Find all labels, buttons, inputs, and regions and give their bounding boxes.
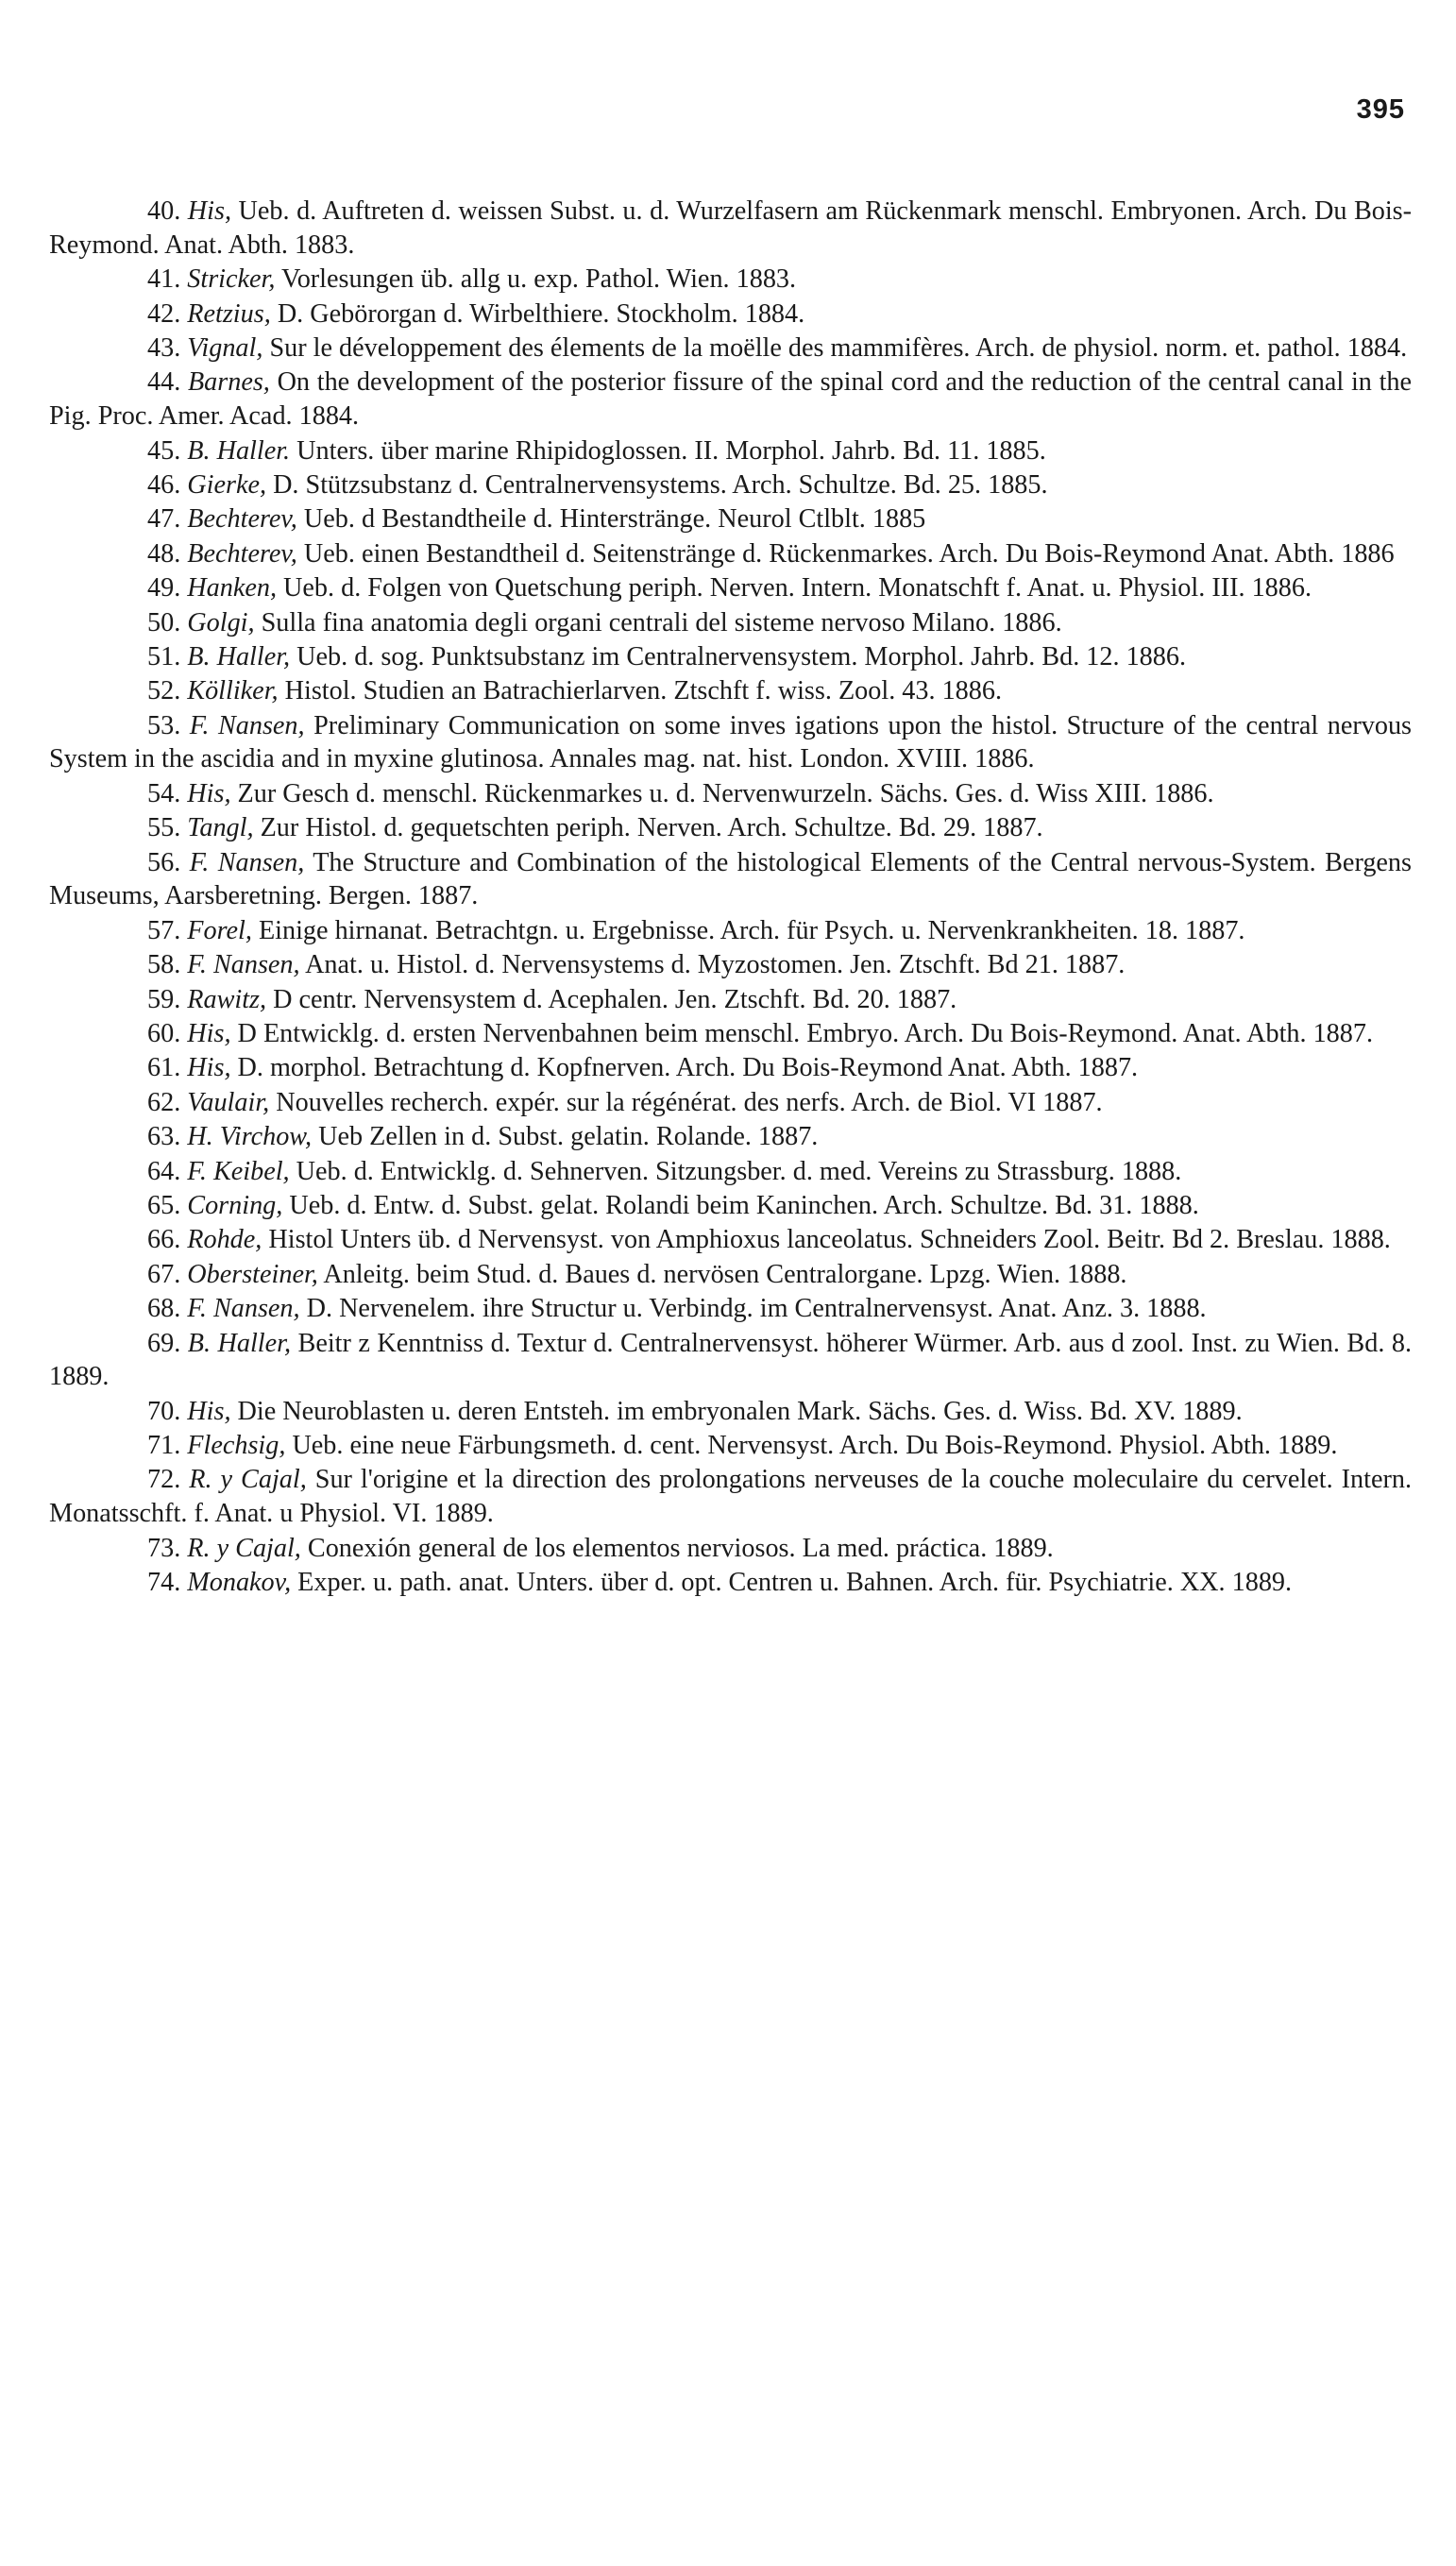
reference-text: Ueb. d Bestandtheile d. Hinterstränge. Neurol Ctlblt. 1885 bbox=[303, 504, 926, 535]
reference-item bbox=[49, 1189, 1412, 1223]
reference-item bbox=[49, 948, 1412, 982]
reference-author: B. Haller. bbox=[187, 435, 291, 466]
reference-item bbox=[49, 1327, 1412, 1395]
reference-number: 51. bbox=[147, 641, 181, 671]
reference-text: Ueb. d. Entwicklg. d. Sehnerven. Sitzungsber. d. med. Vereins zu Strassburg. 1888. bbox=[296, 1156, 1182, 1186]
reference-number: 67. bbox=[147, 1259, 181, 1289]
reference-number: 71. bbox=[147, 1431, 181, 1461]
reference-item bbox=[49, 1566, 1412, 1600]
reference-author: F. Nansen, bbox=[189, 847, 305, 877]
reference-author: Bechterev, bbox=[187, 504, 297, 535]
reference-text: Sulla fina anatomia degli organi centrali del sisteme nervoso Milano. 1886. bbox=[261, 607, 1062, 637]
reference-number: 55. bbox=[147, 813, 181, 843]
reference-text: Beitr z Kenntniss d. Textur d. Centralnervensyst. höherer Würmer. Arb. aus d zool. Inst. zu Wien. Bd. 8. 1889. bbox=[49, 1328, 1413, 1392]
reference-item bbox=[49, 1086, 1412, 1120]
reference-text: On the development of the posterior fissure of the spinal cord and the reduction of the central canal in the Pig. Proc. Amer. Acad. 1884. bbox=[49, 367, 1413, 432]
reference-author: Gierke, bbox=[187, 469, 267, 500]
reference-item bbox=[49, 709, 1412, 777]
reference-item bbox=[49, 846, 1412, 914]
reference-number: 69. bbox=[147, 1328, 181, 1358]
reference-item bbox=[49, 914, 1412, 948]
reference-text: Histol Unters üb. d Nervensyst. von Amphioxus lanceolatus. Schneiders Zool. Beitr. Bd 2. Breslau. 1888. bbox=[268, 1225, 1391, 1255]
reference-text: Ueb. d. sog. Punktsubstanz im Centralnervensystem. Morphol. Jahrb. Bd. 12. 1886. bbox=[296, 641, 1187, 671]
reference-item bbox=[49, 777, 1412, 811]
reference-author: Forel, bbox=[187, 915, 252, 945]
reference-number: 54. bbox=[147, 778, 181, 808]
reference-text: Ueb. d. Entw. d. Subst. gelat. Rolandi beim Kaninchen. Arch. Schultze. Bd. 31. 1888. bbox=[289, 1190, 1199, 1220]
reference-number: 61. bbox=[147, 1053, 181, 1083]
reference-text: Ueb. d. Auftreten d. weissen Subst. u. d. Wurzelfasern am Rückenmark menschl. Embryonen. Arch. Du Bois-Reymond. Anat. Abth. 1883. bbox=[49, 196, 1413, 260]
reference-author: His, bbox=[187, 196, 231, 226]
reference-number: 47. bbox=[147, 504, 181, 535]
reference-item bbox=[49, 1292, 1412, 1326]
reference-item bbox=[49, 1395, 1412, 1429]
reference-author: Barnes, bbox=[187, 367, 270, 398]
reference-text: Sur le développement des élements de la moëlle des mammifères. Arch. de physiol. norm. et. pathol. 1884. bbox=[269, 332, 1408, 363]
reference-author: Corning, bbox=[187, 1190, 283, 1220]
reference-author: Bechterev, bbox=[187, 538, 297, 569]
reference-author: R. y Cajal, bbox=[189, 1465, 307, 1495]
reference-number: 74. bbox=[147, 1568, 181, 1598]
reference-author: F. Keibel, bbox=[187, 1156, 290, 1186]
reference-number: 50. bbox=[147, 607, 181, 637]
reference-text: Preliminary Communication on some inves igations upon the histol. Structure of the central nervous System in the ascidia and in myxine glutinosa. Annales mag. nat. hist. London. XVIII. 1886. bbox=[49, 710, 1413, 774]
reference-author: Tangl, bbox=[187, 813, 254, 843]
reference-text: Ueb. d. Folgen von Quetschung periph. Nerven. Intern. Monatschft f. Anat. u. Physiol. III. 1886. bbox=[283, 573, 1312, 603]
reference-item bbox=[49, 571, 1412, 605]
reference-number: 41. bbox=[147, 264, 181, 295]
reference-text: D. Nervenelem. ihre Structur u. Verbindg. im Centralnervensyst. Anat. Anz. 3. 1888. bbox=[306, 1294, 1207, 1324]
reference-number: 49. bbox=[147, 573, 181, 603]
reference-item bbox=[49, 195, 1412, 263]
reference-number: 63. bbox=[147, 1122, 181, 1152]
reference-number: 68. bbox=[147, 1294, 181, 1324]
reference-item bbox=[49, 1120, 1412, 1154]
reference-number: 43. bbox=[147, 332, 181, 363]
reference-item bbox=[49, 811, 1412, 845]
reference-author: B. Haller, bbox=[187, 1328, 292, 1358]
reference-number: 66. bbox=[147, 1225, 181, 1255]
reference-text: Ueb. eine neue Färbungsmeth. d. cent. Nervensyst. Arch. Du Bois-Reymond. Physiol. Abth. 1889. bbox=[292, 1431, 1338, 1461]
reference-item bbox=[49, 537, 1412, 571]
reference-text: Zur Histol. d. gequetschten periph. Nerven. Arch. Schultze. Bd. 29. 1887. bbox=[260, 813, 1043, 843]
reference-item bbox=[49, 674, 1412, 708]
reference-number: 42. bbox=[147, 298, 181, 329]
reference-author: Rohde, bbox=[187, 1225, 262, 1255]
reference-author: Vaulair, bbox=[187, 1087, 270, 1117]
reference-item bbox=[49, 263, 1412, 297]
reference-item bbox=[49, 1463, 1412, 1531]
reference-item bbox=[49, 1017, 1412, 1051]
reference-number: 48. bbox=[147, 538, 181, 569]
reference-item bbox=[49, 502, 1412, 536]
reference-text: D. Gebörorgan d. Wirbelthiere. Stockholm. 1884. bbox=[277, 298, 805, 329]
reference-number: 53. bbox=[147, 710, 181, 740]
reference-text: Ueb Zellen in d. Subst. gelatin. Rolande. 1887. bbox=[318, 1122, 819, 1152]
reference-item bbox=[49, 297, 1412, 331]
reference-text: D. morphol. Betrachtung d. Kopfnerven. Arch. Du Bois-Reymond Anat. Abth. 1887. bbox=[237, 1053, 1139, 1083]
reference-item bbox=[49, 1429, 1412, 1463]
reference-number: 58. bbox=[147, 950, 181, 980]
reference-number: 52. bbox=[147, 676, 181, 706]
reference-author: Monakov, bbox=[187, 1568, 292, 1598]
reference-author: F. Nansen, bbox=[187, 1294, 300, 1324]
reference-text: D centr. Nervensystem d. Acephalen. Jen. Ztschft. Bd. 20. 1887. bbox=[273, 984, 957, 1014]
reference-author: Hanken, bbox=[187, 573, 277, 603]
reference-text: Exper. u. path. anat. Unters. über d. opt. Centren u. Bahnen. Arch. für. Psychiatrie. XX. 1889. bbox=[297, 1568, 1293, 1598]
reference-item bbox=[49, 1258, 1412, 1292]
reference-item bbox=[49, 434, 1412, 468]
reference-text: D Entwicklg. d. ersten Nervenbahnen beim menschl. Embryo. Arch. Du Bois-Reymond. Anat. Abth. 1887. bbox=[237, 1019, 1374, 1048]
reference-text: Vorlesungen üb. allg u. exp. Pathol. Wien. 1883. bbox=[280, 264, 797, 295]
reference-author: F. Nansen, bbox=[187, 950, 300, 980]
reference-text: Unters. über marine Rhipidoglossen. II. Morphol. Jahrb. Bd. 11. 1885. bbox=[296, 435, 1046, 466]
reference-author: Vignal, bbox=[187, 332, 263, 363]
reference-text: D. Stützsubstanz d. Centralnervensystems. Arch. Schultze. Bd. 25. 1885. bbox=[273, 469, 1048, 500]
reference-text: Die Neuroblasten u. deren Entsteh. im embryonalen Mark. Sächs. Ges. d. Wiss. Bd. XV. 1889. bbox=[237, 1396, 1243, 1426]
reference-item bbox=[49, 1223, 1412, 1257]
reference-number: 59. bbox=[147, 984, 181, 1014]
reference-item bbox=[49, 365, 1412, 433]
reference-text: Sur l'origine et la direction des prolongations nerveuses de la couche moleculaire du cervelet. Intern. Monatsschft. f. Anat. u Physiol. VI. 1889. bbox=[49, 1465, 1412, 1529]
reference-item bbox=[49, 606, 1412, 640]
page-number: 395 bbox=[1356, 94, 1405, 125]
reference-item bbox=[49, 1155, 1412, 1189]
reference-author: H. Virchow, bbox=[187, 1122, 313, 1152]
reference-number: 56. bbox=[147, 847, 181, 877]
reference-item bbox=[49, 331, 1412, 365]
reference-text: Anleitg. beim Stud. d. Baues d. nervösen Centralorgane. Lpzg. Wien. 1888. bbox=[323, 1259, 1127, 1289]
reference-number: 72. bbox=[147, 1465, 181, 1495]
reference-text: The Structure and Combination of the histological Elements of the Central nervous-System. Bergens Museums, Aarsberetning. Bergen. 1887. bbox=[49, 847, 1412, 911]
reference-item bbox=[49, 1532, 1412, 1566]
reference-text: Conexión general de los elementos nerviosos. La med. práctica. 1889. bbox=[307, 1533, 1054, 1563]
reference-author: Kölliker, bbox=[187, 676, 279, 706]
reference-text: Ueb. einen Bestandtheil d. Seitenstränge d. Rückenmarkes. Arch. Du Bois-Reymond Anat. Abth. 1886 bbox=[303, 538, 1395, 569]
reference-number: 62. bbox=[147, 1087, 181, 1117]
reference-number: 40. bbox=[147, 196, 181, 226]
reference-number: 65. bbox=[147, 1190, 181, 1220]
reference-text: Nouvelles recherch. expér. sur la régénérat. des nerfs. Arch. de Biol. VI 1887. bbox=[276, 1087, 1103, 1117]
reference-author: His, bbox=[187, 778, 231, 808]
reference-number: 70. bbox=[147, 1396, 181, 1426]
reference-number: 46. bbox=[147, 469, 181, 500]
reference-author: F. Nansen, bbox=[189, 710, 305, 740]
reference-text: Einige hirnanat. Betrachtgn. u. Ergebnisse. Arch. für Psych. u. Nervenkrankheiten. 18. 1887. bbox=[258, 915, 1245, 945]
reference-item bbox=[49, 983, 1412, 1017]
reference-author: Stricker, bbox=[187, 264, 276, 295]
reference-author: B. Haller, bbox=[187, 641, 291, 671]
reference-number: 44. bbox=[147, 367, 181, 398]
reference-text: Histol. Studien an Batrachierlarven. Ztschft f. wiss. Zool. 43. 1886. bbox=[284, 676, 1002, 706]
reference-item bbox=[49, 1051, 1412, 1085]
reference-author: Obersteiner, bbox=[187, 1259, 318, 1289]
reference-author: Golgi, bbox=[187, 607, 255, 637]
reference-author: Rawitz, bbox=[187, 984, 267, 1014]
reference-number: 57. bbox=[147, 915, 181, 945]
reference-author: R. y Cajal, bbox=[187, 1533, 301, 1563]
reference-list bbox=[49, 195, 1412, 1600]
reference-text: Anat. u. Histol. d. Nervensystems d. Myzostomen. Jen. Ztschft. Bd 21. 1887. bbox=[305, 950, 1126, 980]
reference-item bbox=[49, 468, 1412, 502]
reference-number: 60. bbox=[147, 1019, 181, 1048]
reference-author: Retzius, bbox=[187, 298, 271, 329]
reference-number: 45. bbox=[147, 435, 181, 466]
reference-author: His, bbox=[187, 1053, 231, 1083]
reference-number: 64. bbox=[147, 1156, 181, 1186]
reference-text: Zur Gesch d. menschl. Rückenmarkes u. d. Nervenwurzeln. Sächs. Ges. d. Wiss XIII. 1886. bbox=[237, 778, 1214, 808]
reference-author: His, bbox=[187, 1019, 231, 1048]
reference-author: Flechsig, bbox=[187, 1431, 286, 1461]
reference-author: His, bbox=[187, 1396, 231, 1426]
reference-number: 73. bbox=[147, 1533, 181, 1563]
reference-item bbox=[49, 640, 1412, 674]
